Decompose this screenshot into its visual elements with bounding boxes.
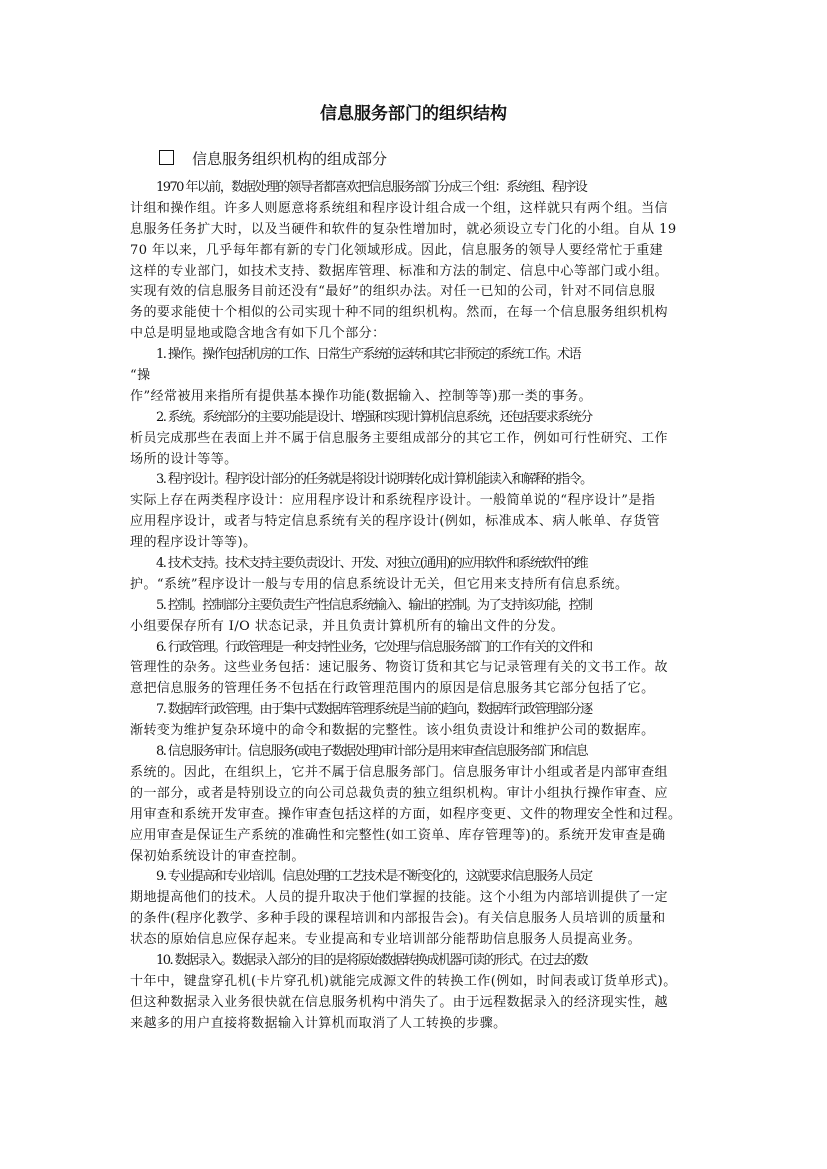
text-line: 6. 行政管理。行政管理是一种支持性业务，它处理与信息服务部门的工作有关的文件和 xyxy=(156,639,592,655)
text-line: 作”经常被用来指所有提供基本操作功能(数据输入、控制等等)那一类的事务。 xyxy=(130,388,592,404)
text-line: 场所的设计等等。 xyxy=(130,451,238,467)
text-line: 状态的原始信息应保存起来。专业提高和专业培训部分能帮助信息服务人员提高业务。 xyxy=(130,932,642,948)
text-line: 应用程序设计，或者与特定信息系统有关的程序设计(例如，标准成本、病人帐单、存货管 xyxy=(130,514,661,530)
section-heading xyxy=(159,148,387,170)
text-line: 务的要求能使十个相似的公司实现十种不同的组织机构。然而，在每一个信息服务组织机构 xyxy=(130,305,669,321)
text-line: 护。“系统”程序设计一般与专用的信息系统设计无关，但它用来支持所有信息系统。 xyxy=(130,576,629,592)
text-line: 7. 数据库行政管理。由于集中式数据库管理系统是当前的趋向，数据库行政管理部分逐 xyxy=(156,702,592,718)
text-line: 来越多的用户直接将数据输入计算机而取消了人工转换的步骤。 xyxy=(130,1015,507,1031)
text-line: 1970 年以前，数据处理的领导者都喜欢把信息服务部门分成三个组：系统组、程序设 xyxy=(156,180,587,195)
text-line: 析员完成那些在表面上并不属于信息服务主要组成部分的其它工作，例如可行性研究、工作 xyxy=(130,430,669,446)
checkbox-square-icon xyxy=(159,150,174,165)
text-line: 十年中，键盘穿孔机(卡片穿孔机)就能完成源文件的转换工作(例如，时间表或订货单形式)。 xyxy=(130,973,677,989)
text-line: 8. 信息服务审计。信息服务(或电子数据处理)审计部分是用来审查信息服务部门和信息 xyxy=(156,744,588,760)
text-line: 系统的。因此，在组织上，它并不属于信息服务部门。信息服务审计小组或者是内部审查组 xyxy=(130,764,669,780)
page-title: 信息服务部门的组织结构 xyxy=(320,104,507,124)
text-line: 息服务任务扩大时，以及当硬件和软件的复杂性增加时，就必须设立专门化的小组。自从 19 xyxy=(130,221,677,237)
text-line: 9. 专业提高和专业培训。信息处理的工艺技术是不断变化的，这就要求信息服务人员定 xyxy=(156,869,592,885)
section-heading-text: 信息服务组织机构的组成部分 xyxy=(192,150,388,168)
text-line: 1. 操作。操作包括机房的工作、日常生产系统的运转和其它非预定的系统工作。术语 xyxy=(156,347,581,363)
text-line: 管理性的杂务。这些业务包括：速记服务、物资订货和其它与记录管理有关的文书工作。故 xyxy=(130,660,669,676)
text-line: 计组和操作组。许多人则愿意将系统组和程序设计组合成一个组，这样就只有两个组。当信 xyxy=(130,200,669,216)
text-line: 但这种数据录入业务很快就在信息服务机构中消失了。由于远程数据录入的经济现实性，越 xyxy=(130,994,669,1010)
body-text xyxy=(130,178,706,1035)
text-line: 保初始系统设计的审查控制。 xyxy=(130,848,305,864)
text-line: 这样的专业部门，如技术支持、数据库管理、标准和方法的制定、信息中心等部门或小组。 xyxy=(130,263,669,279)
text-line: 期地提高他们的技术。人员的提升取决于他们掌握的技能。这个小组为内部培训提供了一定 xyxy=(130,890,669,906)
text-line: 意把信息服务的管理任务不包括在行政管理范围内的原因是信息服务其它部分包括了它。 xyxy=(130,681,655,697)
text-line: 70 年以来，几乎每年都有新的专门化领域形成。因此，信息服务的领导人要经常忙于重建 xyxy=(130,242,664,258)
text-line: 理的程序设计等等)。 xyxy=(130,535,257,551)
text-line: 3. 程序设计。程序设计部分的任务就是将设计说明转化成计算机能读入和解释的指令。 xyxy=(156,472,592,488)
text-line: 实现有效的信息服务目前还没有“最好”的组织办法。对任一已知的公司，针对不同信息服 xyxy=(130,284,656,300)
text-line: 用审查和系统开发审查。操作审查包括这样的方面，如程序变更、文件的物理安全性和过程。 xyxy=(130,806,682,822)
text-line: 中总是明显地或隐含地含有如下几个部分： xyxy=(130,326,386,342)
text-line: 10. 数据录入。数据录入部分的目的是将原始数据转换成机器可读的形式。在过去的数 xyxy=(156,952,587,968)
text-line: 实际上存在两类程序设计：应用程序设计和系统程序设计。一般简单说的“程序设计”是指 xyxy=(130,493,656,509)
text-line: 的一部分，或者是特别设立的向公司总裁负责的独立组织机构。审计小组执行操作审查、应 xyxy=(130,785,669,801)
text-line: 渐转变为维护复杂环境中的命令和数据的完整性。该小组负责设计和维护公司的数据库。 xyxy=(130,723,655,739)
text-line: 小组要保存所有 I/O 状态记录，并且负责计算机所有的输出文件的分发。 xyxy=(130,618,565,634)
text-line: 5. 控制。控制部分主要负责生产性信息系统输入、输出的控制。为了支持该功能，控制 xyxy=(156,597,592,613)
text-line: 应用审查是保证生产系统的准确性和完整性(如工资单、库存管理等)的。系统开发审查是确 xyxy=(130,827,666,843)
text-line: “操 xyxy=(130,368,151,384)
text-line: 4. 技术支持。技术支持主要负责设计、开发、对独立(通用)的应用软件和系统软件的维 xyxy=(156,556,588,572)
text-line: 2. 系统。系统部分的主要功能是设计、增强和实现计算机信息系统，还包括要求系统分 xyxy=(156,409,592,425)
text-line: 的条件(程序化教学、多种手段的课程培训和内部报告会)。有关信息服务人员培训的质量和 xyxy=(130,911,666,927)
